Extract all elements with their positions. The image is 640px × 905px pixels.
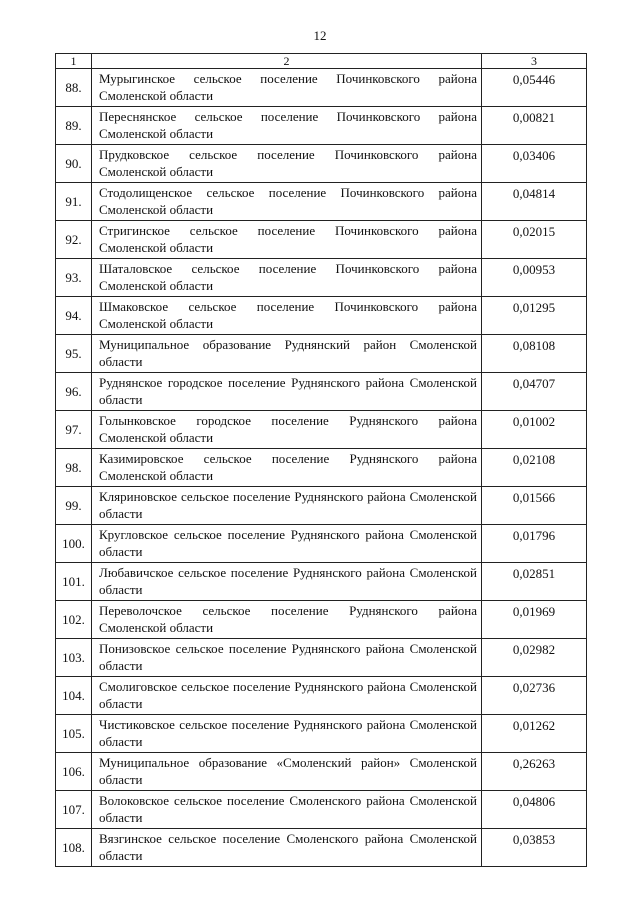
coefficient-value: 0,01796: [482, 525, 587, 563]
table-row: [56, 221, 587, 259]
table-row: [56, 107, 587, 145]
municipality-name: Шмаковское сельское поселение Починковского района Смоленской области: [92, 297, 482, 335]
municipality-name: Понизовское сельское поселение Руднянского района Смоленской области: [92, 639, 482, 677]
row-number: 106.: [56, 753, 92, 791]
municipality-name: Руднянское городское поселение Руднянского района Смоленской области: [92, 373, 482, 411]
coefficient-value: 0,00821: [482, 107, 587, 145]
coefficient-value: 0,04814: [482, 183, 587, 221]
coefficient-value: 0,02982: [482, 639, 587, 677]
header-col-2: 2: [92, 54, 482, 69]
table-row: [56, 183, 587, 221]
coefficient-value: 0,05446: [482, 69, 587, 107]
table-row: [56, 335, 587, 373]
municipality-name: Шаталовское сельское поселение Починковского района Смоленской области: [92, 259, 482, 297]
table-row: [56, 601, 587, 639]
coefficient-value: 0,03406: [482, 145, 587, 183]
coefficient-value: 0,04707: [482, 373, 587, 411]
table-row: [56, 449, 587, 487]
coefficient-value: 0,01969: [482, 601, 587, 639]
table-row: [56, 487, 587, 525]
row-number: 99.: [56, 487, 92, 525]
table-row: [56, 525, 587, 563]
table-row: [56, 639, 587, 677]
coefficient-value: 0,03853: [482, 829, 587, 867]
header-col-3: 3: [482, 54, 587, 69]
table-row: [56, 677, 587, 715]
municipality-name: Голынковское городское поселение Руднянского района Смоленской области: [92, 411, 482, 449]
table-row: [56, 563, 587, 601]
table-row: [56, 829, 587, 867]
municipality-name: Прудковское сельское поселение Починковского района Смоленской области: [92, 145, 482, 183]
row-number: 105.: [56, 715, 92, 753]
row-number: 95.: [56, 335, 92, 373]
coefficient-value: 0,02736: [482, 677, 587, 715]
row-number: 88.: [56, 69, 92, 107]
municipality-name: Переволочское сельское поселение Руднянского района Смоленской области: [92, 601, 482, 639]
municipality-name: Мурыгинское сельское поселение Починковского района Смоленской области: [92, 69, 482, 107]
coefficient-value: 0,02015: [482, 221, 587, 259]
coefficient-value: 0,01262: [482, 715, 587, 753]
table-row: [56, 791, 587, 829]
municipality-name: Стригинское сельское поселение Починковского района Смоленской области: [92, 221, 482, 259]
page-number: 12: [313, 28, 327, 43]
municipality-name: Переснянское сельское поселение Починковского района Смоленской области: [92, 107, 482, 145]
row-number: 100.: [56, 525, 92, 563]
table-body: [56, 54, 587, 867]
municipality-name: Любавичское сельское поселение Руднянского района Смоленской области: [92, 563, 482, 601]
table-row: [56, 411, 587, 449]
row-number: 94.: [56, 297, 92, 335]
coefficient-value: 0,00953: [482, 259, 587, 297]
row-number: 98.: [56, 449, 92, 487]
municipality-name: Смолиговское сельское поселение Руднянского района Смоленской области: [92, 677, 482, 715]
municipality-name: Муниципальное образование Руднянский район Смоленской области: [92, 335, 482, 373]
coefficient-value: 0,01002: [482, 411, 587, 449]
row-number: 103.: [56, 639, 92, 677]
row-number: 104.: [56, 677, 92, 715]
row-number: 97.: [56, 411, 92, 449]
municipality-name: Чистиковское сельское поселение Руднянского района Смоленской области: [92, 715, 482, 753]
municipality-name: Стодолищенское сельское поселение Починковского района Смоленской области: [92, 183, 482, 221]
row-number: 91.: [56, 183, 92, 221]
table-header-row: [56, 54, 587, 69]
coefficient-value: 0,01566: [482, 487, 587, 525]
coefficient-value: 0,01295: [482, 297, 587, 335]
table-row: [56, 753, 587, 791]
municipality-name: Кляриновское сельское поселение Руднянского района Смоленской области: [92, 487, 482, 525]
row-number: 92.: [56, 221, 92, 259]
row-number: 102.: [56, 601, 92, 639]
table-row: [56, 373, 587, 411]
data-table: [55, 53, 587, 867]
row-number: 108.: [56, 829, 92, 867]
municipality-name: Муниципальное образование «Смоленский район» Смоленской области: [92, 753, 482, 791]
row-number: 96.: [56, 373, 92, 411]
row-number: 107.: [56, 791, 92, 829]
row-number: 101.: [56, 563, 92, 601]
municipality-name: Волоковское сельское поселение Смоленского района Смоленской области: [92, 791, 482, 829]
table-row: [56, 715, 587, 753]
table-row: [56, 259, 587, 297]
row-number: 89.: [56, 107, 92, 145]
row-number: 93.: [56, 259, 92, 297]
table-row: [56, 69, 587, 107]
table-row: [56, 297, 587, 335]
coefficient-value: 0,02108: [482, 449, 587, 487]
municipality-name: Кругловское сельское поселение Руднянского района Смоленской области: [92, 525, 482, 563]
header-col-1: 1: [56, 54, 92, 69]
coefficient-value: 0,04806: [482, 791, 587, 829]
municipality-name: Вязгинское сельское поселение Смоленского района Смоленской области: [92, 829, 482, 867]
coefficient-value: 0,26263: [482, 753, 587, 791]
coefficient-value: 0,08108: [482, 335, 587, 373]
municipality-name: Казимировское сельское поселение Руднянского района Смоленской области: [92, 449, 482, 487]
table-row: [56, 145, 587, 183]
row-number: 90.: [56, 145, 92, 183]
coefficient-value: 0,02851: [482, 563, 587, 601]
